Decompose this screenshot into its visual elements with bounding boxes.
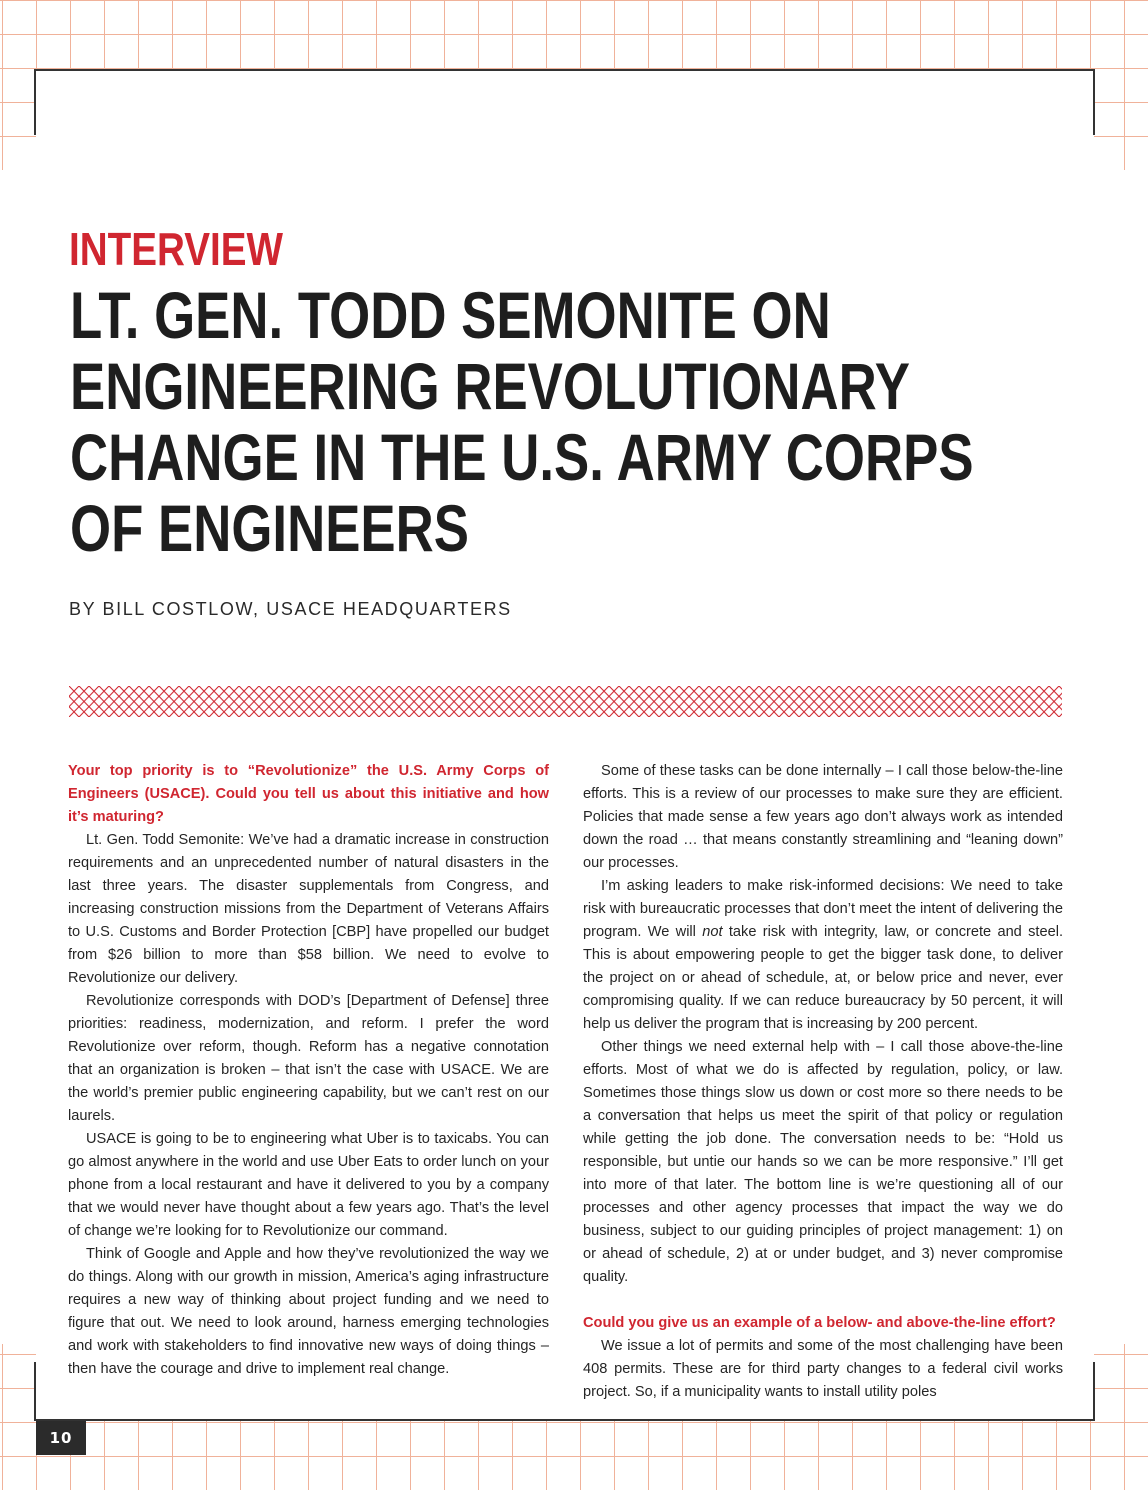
answer-paragraph: We issue a lot of permits and some of the most challenging have been 408 permits. These are for third party changes to a federal civil works project. So, if a municipality wants to install utility poles <box>583 1338 1063 1400</box>
answer-paragraph: Lt. Gen. Todd Semonite: We’ve had a dramatic increase in construction requirements and an unprecedented number of natural disasters in the last three years. The disaster supplementals from Congress, and increasing construction missions from the Department of Veterans Affairs to U.S. Customs and Border Protection [CBP] have propelled our budget from $26 billion to more than $58 billion. We need to evolve to Revolutionize our delivery. <box>68 832 549 986</box>
frame-line-right-bottom <box>1093 1362 1095 1420</box>
article-column-right <box>583 760 1063 1404</box>
headline-line: OF ENGINEERS <box>70 491 469 565</box>
frame-line-left-bottom <box>34 1362 36 1420</box>
article-headline <box>70 280 1030 564</box>
text-run: I’m asking leaders to make risk-informed decisions: We need to take risk with bureaucratic processes that don’t meet the intent of delivering the program. We will <box>583 878 1063 940</box>
frame-line-bottom <box>34 1419 1095 1421</box>
article-column-left <box>68 760 549 1381</box>
frame-line-left-top <box>34 69 36 135</box>
frame-line-top <box>34 69 1095 71</box>
interview-question: Could you give us an example of a below- and above-the-line effort? <box>583 1315 1056 1331</box>
body-paragraph <box>583 875 1063 1036</box>
text-run: take risk with integrity, law, or concrete and steel. This is about empowering people to get the bigger task done, to deliver the project on or ahead of schedule, at, or below price and never, ever compromising quality. If we can reduce bureaucracy by 50 percent, it will help us deliver the program that is increasing by 200 percent. <box>583 924 1063 1032</box>
headline-line: ENGINEERING REVOLUTIONARY <box>70 349 910 423</box>
page-number: 10 <box>36 1421 86 1455</box>
body-paragraph: Some of these tasks can be done internally – I call those below-the-line efforts. This is a review of our processes to make sure they are efficient. Policies that made sense a few years ago don’t always work as intended down the road … that means constantly streamlining and “leaning down” our processes. <box>583 763 1063 871</box>
headline-line: CHANGE IN THE U.S. ARMY CORPS <box>70 420 974 494</box>
section-kicker: INTERVIEW <box>69 223 283 275</box>
body-paragraph: Revolutionize corresponds with DOD’s [Department of Defense] three priorities: readiness, modernization, and reform. I prefer the word Revolutionize over reform, though. Reform has a negative connotation that an organization is broken – that isn’t the case with USACE. We are the world’s premier public engineering capability, but we can’t rest on our laurels. <box>68 993 549 1124</box>
headline-line: LT. GEN. TODD SEMONITE ON <box>70 278 831 352</box>
frame-line-right-top <box>1093 69 1095 135</box>
body-paragraph: Think of Google and Apple and how they’ve revolutionized the way we do things. Along with our growth in mission, America’s aging infrastructure requires a new way of thinking about project funding and we need to figure that out. We need to look around, harness emerging technologies and work with stakeholders to find innovative new ways of doing things – then have the courage and drive to implement real change. <box>68 1246 549 1377</box>
body-paragraph: Other things we need external help with – I call those above-the-line efforts. Most of what we do is affected by regulation, policy, or law. Sometimes those things slow us down or cost more so there needs to be a conversation that helps us meet the spirit of that policy or regulation while getting the job done. The conversation needs to be: “Hold us responsible, but untie our hands so we can be more responsive.” I’ll get into more of that later. The bottom line is we’re questioning all of our processes and other agency processes that impact the way we do business, subject to our guiding principles of project management: 1) on or ahead of schedule, 2) at or under budget, and 3) never compromise quality. <box>583 1039 1063 1285</box>
emphasis-text: not <box>702 924 723 940</box>
interview-question: Your top priority is to “Revolutionize” the U.S. Army Corps of Engineers (USACE). Could you tell us about this initiative and how it’s maturing? <box>68 763 549 825</box>
crosshatch-divider <box>69 686 1062 717</box>
byline: BY BILL COSTLOW, USACE HEADQUARTERS <box>69 599 512 619</box>
body-paragraph: USACE is going to be to engineering what Uber is to taxicabs. You can go almost anywhere in the world and use Uber Eats to order lunch on your phone from a local restaurant and have it delivered to you by a company that we would never have thought about a few years ago. That’s the level of change we’re looking for to Revolutionize our command. <box>68 1131 549 1239</box>
